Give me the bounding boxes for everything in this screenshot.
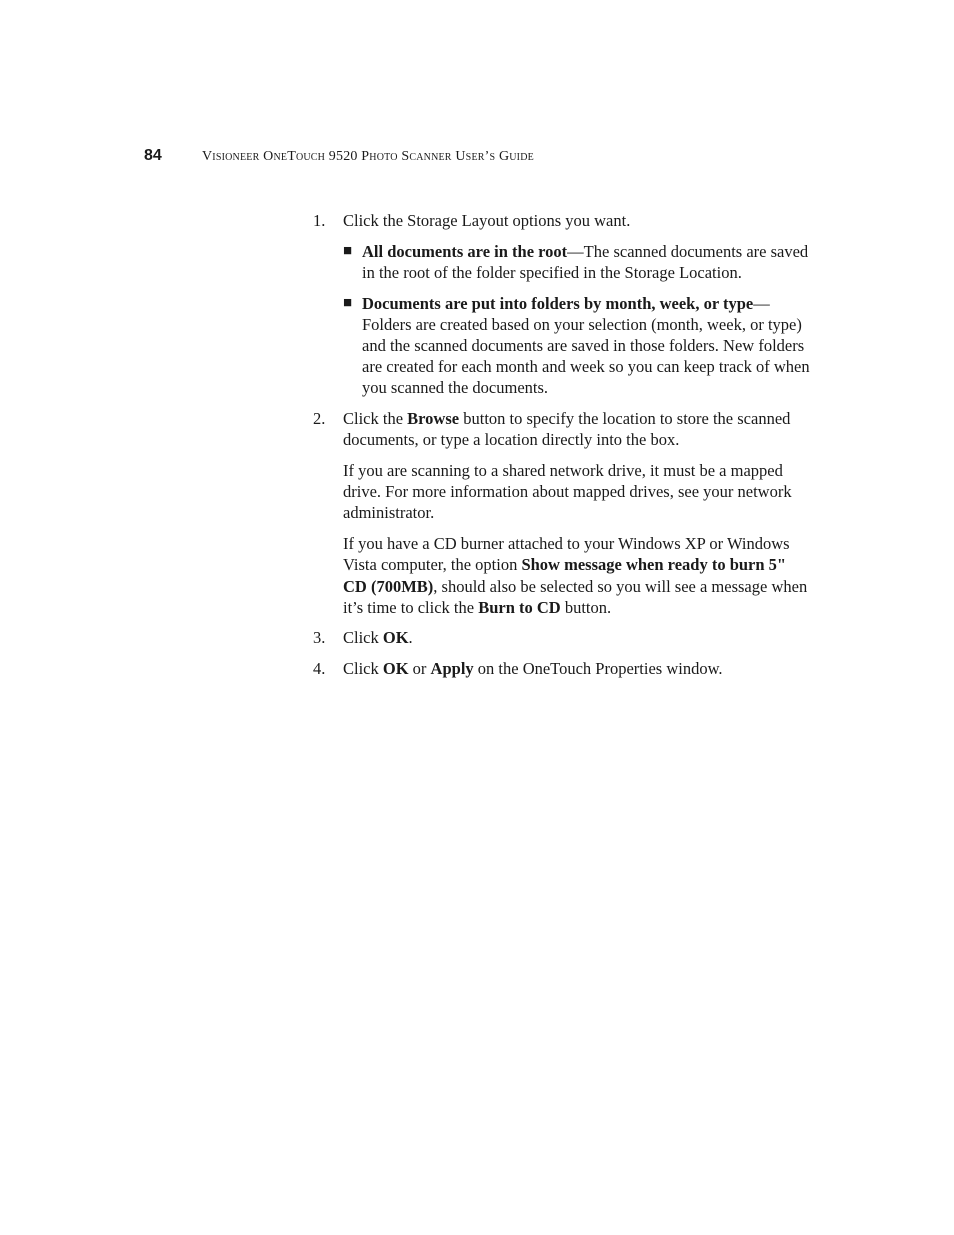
- step-number: 3.: [313, 628, 326, 648]
- text-run: button to specify the location to store the scanned documents, or type a location directly into the box.: [343, 409, 791, 450]
- step-1: [313, 210, 813, 399]
- text-run: If you have a CD burner attached to your Windows XP or Windows Vista computer, the option: [343, 534, 790, 575]
- page-header: [144, 147, 534, 169]
- network-drive-note: If you are scanning to a shared network drive, it must be a mapped drive. For more information about mapped drives, see your network administrator.: [343, 461, 792, 523]
- page-body: [313, 210, 813, 689]
- bullet-text: —Folders are created based on your selection (month, week, or type) and the scanned documents are saved in those folders. New folders are created for each month and week so you can keep track of when you scanned the documents.: [362, 293, 810, 398]
- browse-label: Browse: [407, 409, 460, 429]
- step-number: 1.: [313, 211, 326, 230]
- burn-to-cd-label: Burn to CD: [478, 597, 561, 617]
- step-text: Click the Storage Layout options you want.: [343, 211, 631, 230]
- ok-label: OK: [382, 659, 409, 679]
- text-run: Click: [343, 659, 383, 679]
- bullet-item-root: [343, 241, 813, 283]
- step-number: 4.: [313, 659, 326, 679]
- text-run: .: [408, 628, 413, 648]
- bullet-title: All documents are in the root: [362, 241, 568, 261]
- page-number: 84: [144, 147, 162, 164]
- running-title: Visioneer OneTouch 9520 Photo Scanner User’s Guide: [202, 149, 534, 164]
- step-3: [313, 627, 813, 648]
- step-2: [313, 408, 813, 618]
- text-run: , should also be selected so you will see a message when it’s time to click the: [343, 576, 808, 617]
- bullet-text: —The scanned documents are saved in the root of the folder specified in the Storage Location.: [362, 241, 809, 282]
- cd-burner-note: [343, 533, 813, 618]
- bullet-square-icon: ■: [343, 294, 353, 311]
- step-number: 2.: [313, 409, 326, 429]
- bullet-item-folders: [343, 293, 813, 399]
- bullet-title: Documents are put into folders by month, week, or type: [362, 293, 754, 313]
- text-run: or: [408, 659, 431, 679]
- text-run: Click: [343, 628, 383, 648]
- bullet-square-icon: ■: [343, 242, 353, 259]
- step-4: [313, 658, 813, 679]
- step-text: [343, 408, 813, 450]
- step-text: [343, 627, 813, 648]
- text-run: on the OneTouch Properties window.: [473, 659, 723, 679]
- text-run: Click the: [343, 409, 408, 429]
- show-message-option-label: Show message when ready to burn 5" CD (700MB): [343, 555, 787, 596]
- apply-label: Apply: [430, 659, 474, 679]
- step-text: [343, 658, 813, 679]
- ok-label: OK: [382, 628, 409, 648]
- text-run: button.: [560, 597, 612, 617]
